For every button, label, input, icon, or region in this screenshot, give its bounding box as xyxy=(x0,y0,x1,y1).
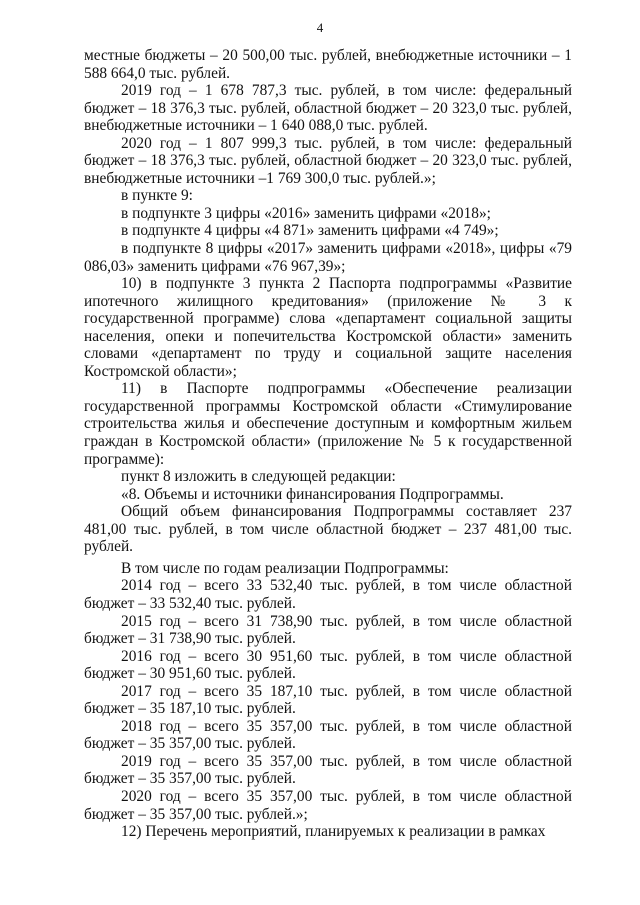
paragraph-subpoint-4: в подпункте 4 цифры «4 871» заменить цифрами «4 749»; xyxy=(121,222,499,240)
paragraph-subpoint-8: в подпункте 8 цифры «2017» заменить цифрами «2018», цифры «79 086,03» заменить цифрами «76 967,39»; xyxy=(84,240,572,275)
paragraph-year-2017: 2017 год – всего 35 187,10 тыс. рублей, в том числе областной бюджет – 35 187,10 тыс. рублей. xyxy=(84,682,572,718)
paragraph-point-8-edit: пункт 8 изложить в следующей редакции: xyxy=(121,468,396,486)
paragraph-subpoint-3: в подпункте 3 цифры «2016» заменить цифрами «2018»; xyxy=(121,204,491,222)
page-number: 4 xyxy=(316,20,324,35)
paragraph-2019-total: 2019 год – 1 678 787,3 тыс. рублей, в том числе: федеральный бюджет – 18 376,3 тыс. рублей, областной бюджет – 20 323,0 тыс. рублей, внебюджетные источники – 1 640 088,0 тыс. рублей. xyxy=(84,82,572,135)
paragraph-year-2018: 2018 год – всего 35 357,00 тыс. рублей, в том числе областной бюджет – 35 357,00 тыс. рублей. xyxy=(84,717,572,753)
paragraph-by-years: В том числе по годам реализации Подпрограммы: xyxy=(121,559,449,577)
paragraph-year-2020: 2020 год – всего 35 357,00 тыс. рублей, в том числе областной бюджет – 35 357,00 тыс. рублей.»; xyxy=(84,787,572,823)
paragraph-item-12: 12) Перечень мероприятий, планируемых к реализации в рамках xyxy=(121,823,546,841)
paragraph-2020-total: 2020 год – 1 807 999,3 тыс. рублей, в том числе: федеральный бюджет – 18 376,3 тыс. рублей, областной бюджет – 20 323,0 тыс. рублей, внебюджетные источники –1 769 300,0 тыс. рублей.»; xyxy=(84,134,572,187)
document-body xyxy=(84,47,572,841)
paragraph-year-2015: 2015 год – всего 31 738,90 тыс. рублей, в том числе областной бюджет – 31 738,90 тыс. рублей. xyxy=(84,612,572,648)
paragraph-item-10: 10) в подпункте 3 пункта 2 Паспорта подпрограммы «Развитие ипотечного жилищного кредитования» (приложение № 3 к государственной программе) слова «департамент социальной защиты населения, опеки и попечительства Костромской области» заменить словами «департамент по труду и социальной защите населения Костромской области»; xyxy=(84,275,572,380)
paragraph-total-financing: Общий объем финансирования Подпрограммы составляет 237 481,00 тыс. рублей, в том числе областной бюджет – 237 481,00 тыс. рублей. xyxy=(84,503,572,556)
paragraph-local-budgets: местные бюджеты – 20 500,00 тыс. рублей, внебюджетные источники – 1 588 664,0 тыс. рублей. xyxy=(84,47,572,82)
paragraph-year-2019: 2019 год – всего 35 357,00 тыс. рублей, в том числе областной бюджет – 35 357,00 тыс. рублей. xyxy=(84,752,572,788)
paragraph-point-9: в пункте 9: xyxy=(121,187,193,205)
paragraph-year-2014: 2014 год – всего 33 532,40 тыс. рублей, в том числе областной бюджет – 33 532,40 тыс. рублей. xyxy=(84,577,572,612)
paragraph-section-8-heading: «8. Объемы и источники финансирования Подпрограммы. xyxy=(121,485,504,503)
paragraph-item-11: 11) в Паспорте подпрограммы «Обеспечение реализации государственной программы Костромской области «Стимулирование строительства жилья и обеспечение доступным и комфортным жильем граждан в Костромской области» (приложение № 5 к государственной программе): xyxy=(84,380,572,468)
paragraph-year-2016: 2016 год – всего 30 951,60 тыс. рублей, в том числе областной бюджет – 30 951,60 тыс. рублей. xyxy=(84,647,572,683)
